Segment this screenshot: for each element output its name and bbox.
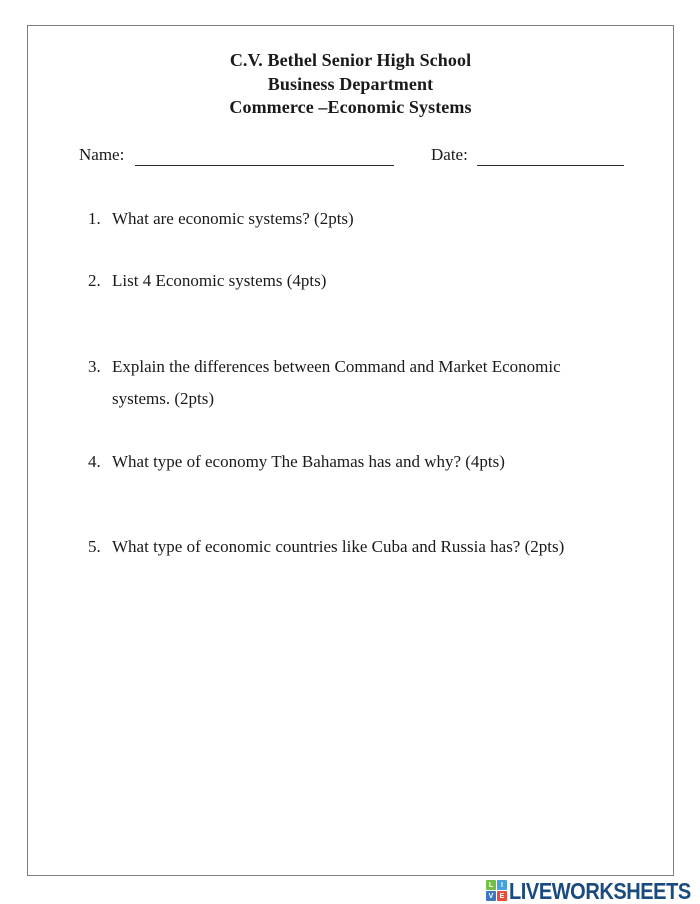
- logo-tile-l: L: [486, 880, 496, 890]
- question-number: 2.: [88, 271, 101, 290]
- logo-tile-e: E: [497, 891, 507, 901]
- question-text-continued: systems. (2pts): [112, 389, 214, 408]
- name-blank-field[interactable]: [135, 165, 394, 166]
- header-school-name: C.V. Bethel Senior High School: [229, 50, 472, 70]
- question-number: 5.: [88, 537, 101, 556]
- question-number: 1.: [88, 209, 101, 228]
- liveworksheets-icon: [486, 880, 507, 901]
- header-department: Business Department: [267, 73, 434, 94]
- question-text: List 4 Economic systems (4pts): [112, 271, 327, 290]
- logo-tile-i: I: [497, 880, 507, 890]
- question-text: What are economic systems? (2pts): [112, 209, 354, 228]
- logo-tile-v: V: [486, 891, 496, 901]
- liveworksheets-logo[interactable]: [486, 879, 700, 902]
- date-label: Date:: [431, 145, 468, 164]
- question-text: What type of economic countries like Cuba and Russia has? (2pts): [112, 537, 565, 556]
- name-label: Name:: [79, 145, 125, 164]
- question-text: Explain the differences between Command and Market Economic: [112, 357, 561, 376]
- date-blank-field[interactable]: [477, 165, 624, 166]
- question-text: What type of economy The Bahamas has and why? (4pts): [112, 452, 505, 471]
- liveworksheets-wordmark: LIVEWORKSHEETS: [509, 878, 691, 904]
- question-number: 4.: [88, 452, 101, 471]
- header-subject-title: Commerce –Economic Systems: [229, 97, 472, 117]
- worksheet-page: [27, 25, 674, 876]
- worksheet-header: [28, 49, 673, 120]
- question-number: 3.: [88, 357, 101, 376]
